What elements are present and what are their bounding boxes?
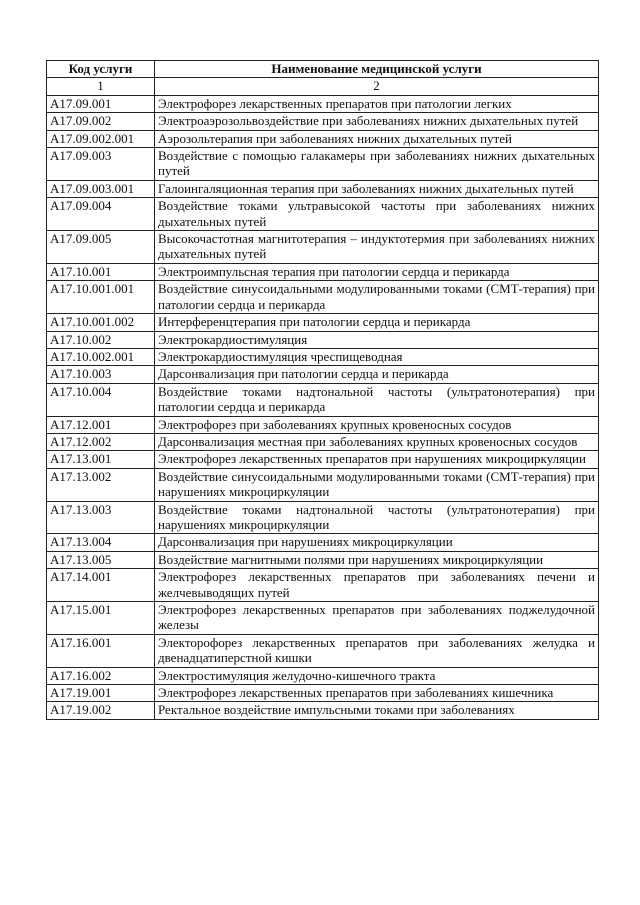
table-row xyxy=(47,501,599,534)
table-row xyxy=(47,468,599,501)
service-name-cell: Высокочастотная магнитотерапия – индуктотермия при заболеваниях нижних дыхательных путей xyxy=(155,231,599,264)
table-row xyxy=(47,130,599,147)
service-name-cell: Воздействие синусоидальными модулированными токами (СМТ-терапия) при нарушениях микроциркуляции xyxy=(155,468,599,501)
service-name-cell: Электорофорез лекарственных препаратов при заболеваниях желудка и двенадцатиперстной кишки xyxy=(155,634,599,667)
service-code-cell: A17.09.002.001 xyxy=(47,130,155,147)
table-row xyxy=(47,451,599,468)
service-code-cell: A17.16.002 xyxy=(47,667,155,684)
service-name-cell: Интерференцтерапия при патологии сердца и перикарда xyxy=(155,314,599,331)
table-row xyxy=(47,263,599,280)
table-row xyxy=(47,331,599,348)
service-name-cell: Электрокардиостимуляция xyxy=(155,331,599,348)
service-code-cell: A17.13.003 xyxy=(47,501,155,534)
service-name-cell: Дарсонвализация при патологии сердца и перикарда xyxy=(155,366,599,383)
medical-services-table xyxy=(46,60,599,720)
service-code-cell: A17.09.003.001 xyxy=(47,180,155,197)
service-name-cell: Воздействие с помощью галакамеры при заболеваниях нижних дыхательных путей xyxy=(155,148,599,181)
table-row xyxy=(47,551,599,568)
service-code-cell: A17.13.002 xyxy=(47,468,155,501)
service-code-cell: A17.16.001 xyxy=(47,634,155,667)
service-code-cell: A17.09.002 xyxy=(47,113,155,130)
table-header-row xyxy=(47,61,599,78)
table-row xyxy=(47,569,599,602)
service-name-cell: Электрофорез лекарственных препаратов при заболеваниях печени и желчевыводящих путей xyxy=(155,569,599,602)
service-name-cell: Электростимуляция желудочно-кишечного тракта xyxy=(155,667,599,684)
service-code-cell: A17.09.001 xyxy=(47,95,155,112)
service-code-cell: A17.10.002.001 xyxy=(47,348,155,365)
service-name-cell: Воздействие магнитными полями при нарушениях микроциркуляции xyxy=(155,551,599,568)
service-name-cell: Электрофорез лекарственных препаратов при нарушениях микроциркуляции xyxy=(155,451,599,468)
table-row xyxy=(47,198,599,231)
table-row xyxy=(47,231,599,264)
service-name-cell: Электрокардиостимуляция чреспищеводная xyxy=(155,348,599,365)
table-row xyxy=(47,95,599,112)
column-number-2: 2 xyxy=(155,78,599,95)
service-code-cell: A17.12.001 xyxy=(47,416,155,433)
table-row xyxy=(47,602,599,635)
service-code-cell: A17.15.001 xyxy=(47,602,155,635)
service-code-cell: A17.14.001 xyxy=(47,569,155,602)
table-row xyxy=(47,383,599,416)
service-code-cell: A17.09.005 xyxy=(47,231,155,264)
service-code-cell: A17.13.004 xyxy=(47,534,155,551)
table-row xyxy=(47,348,599,365)
service-name-cell: Дарсонвализация местная при заболеваниях крупных кровеносных сосудов xyxy=(155,433,599,450)
service-name-cell: Электрофорез лекарственных препаратов при патологии легких xyxy=(155,95,599,112)
service-code-cell: A17.13.001 xyxy=(47,451,155,468)
table-row xyxy=(47,685,599,702)
service-name-cell: Галоингаляционная терапия при заболеваниях нижних дыхательных путей xyxy=(155,180,599,197)
service-code-cell: A17.10.001.002 xyxy=(47,314,155,331)
service-code-cell: A17.10.001.001 xyxy=(47,281,155,314)
table-row xyxy=(47,314,599,331)
table-row xyxy=(47,416,599,433)
table-row xyxy=(47,366,599,383)
service-name-cell: Дарсонвализация при нарушениях микроциркуляции xyxy=(155,534,599,551)
table-row xyxy=(47,534,599,551)
header-service-name: Наименование медицинской услуги xyxy=(155,61,599,78)
service-code-cell: A17.10.004 xyxy=(47,383,155,416)
header-service-code: Код услуги xyxy=(47,61,155,78)
service-code-cell: A17.13.005 xyxy=(47,551,155,568)
table-row xyxy=(47,634,599,667)
column-number-1: 1 xyxy=(47,78,155,95)
service-code-cell: A17.09.003 xyxy=(47,148,155,181)
service-name-cell: Электрофорез лекарственных препаратов при заболеваниях кишечника xyxy=(155,685,599,702)
service-code-cell: A17.09.004 xyxy=(47,198,155,231)
column-number-row xyxy=(47,78,599,95)
service-code-cell: A17.19.001 xyxy=(47,685,155,702)
service-code-cell: A17.10.001 xyxy=(47,263,155,280)
service-name-cell: Воздействие токами надтональной частоты (ультратонотерапия) при патологии сердца и перикарда xyxy=(155,383,599,416)
service-code-cell: A17.10.003 xyxy=(47,366,155,383)
service-name-cell: Электроаэрозольвоздействие при заболеваниях нижних дыхательных путей xyxy=(155,113,599,130)
service-name-cell: Электрофорез при заболеваниях крупных кровеносных сосудов xyxy=(155,416,599,433)
service-code-cell: A17.12.002 xyxy=(47,433,155,450)
table-row xyxy=(47,148,599,181)
table-row xyxy=(47,667,599,684)
service-name-cell: Электрофорез лекарственных препаратов при заболеваниях поджелудочной железы xyxy=(155,602,599,635)
table-row xyxy=(47,702,599,719)
table-row xyxy=(47,433,599,450)
table-body xyxy=(47,95,599,719)
service-name-cell: Воздействие токами ультравысокой частоты при заболеваниях нижних дыхательных путей xyxy=(155,198,599,231)
table-row xyxy=(47,180,599,197)
service-name-cell: Ректальное воздействие импульсными токами при заболеваниях xyxy=(155,702,599,719)
table-row xyxy=(47,113,599,130)
service-name-cell: Воздействие токами надтональной частоты (ультратонотерапия) при нарушениях микроциркуляции xyxy=(155,501,599,534)
service-code-cell: A17.10.002 xyxy=(47,331,155,348)
service-name-cell: Аэрозольтерапия при заболеваниях нижних дыхательных путей xyxy=(155,130,599,147)
table-row xyxy=(47,281,599,314)
service-name-cell: Электроимпульсная терапия при патологии сердца и перикарда xyxy=(155,263,599,280)
service-code-cell: A17.19.002 xyxy=(47,702,155,719)
service-name-cell: Воздействие синусоидальными модулированными токами (СМТ-терапия) при патологии сердца и перикарда xyxy=(155,281,599,314)
